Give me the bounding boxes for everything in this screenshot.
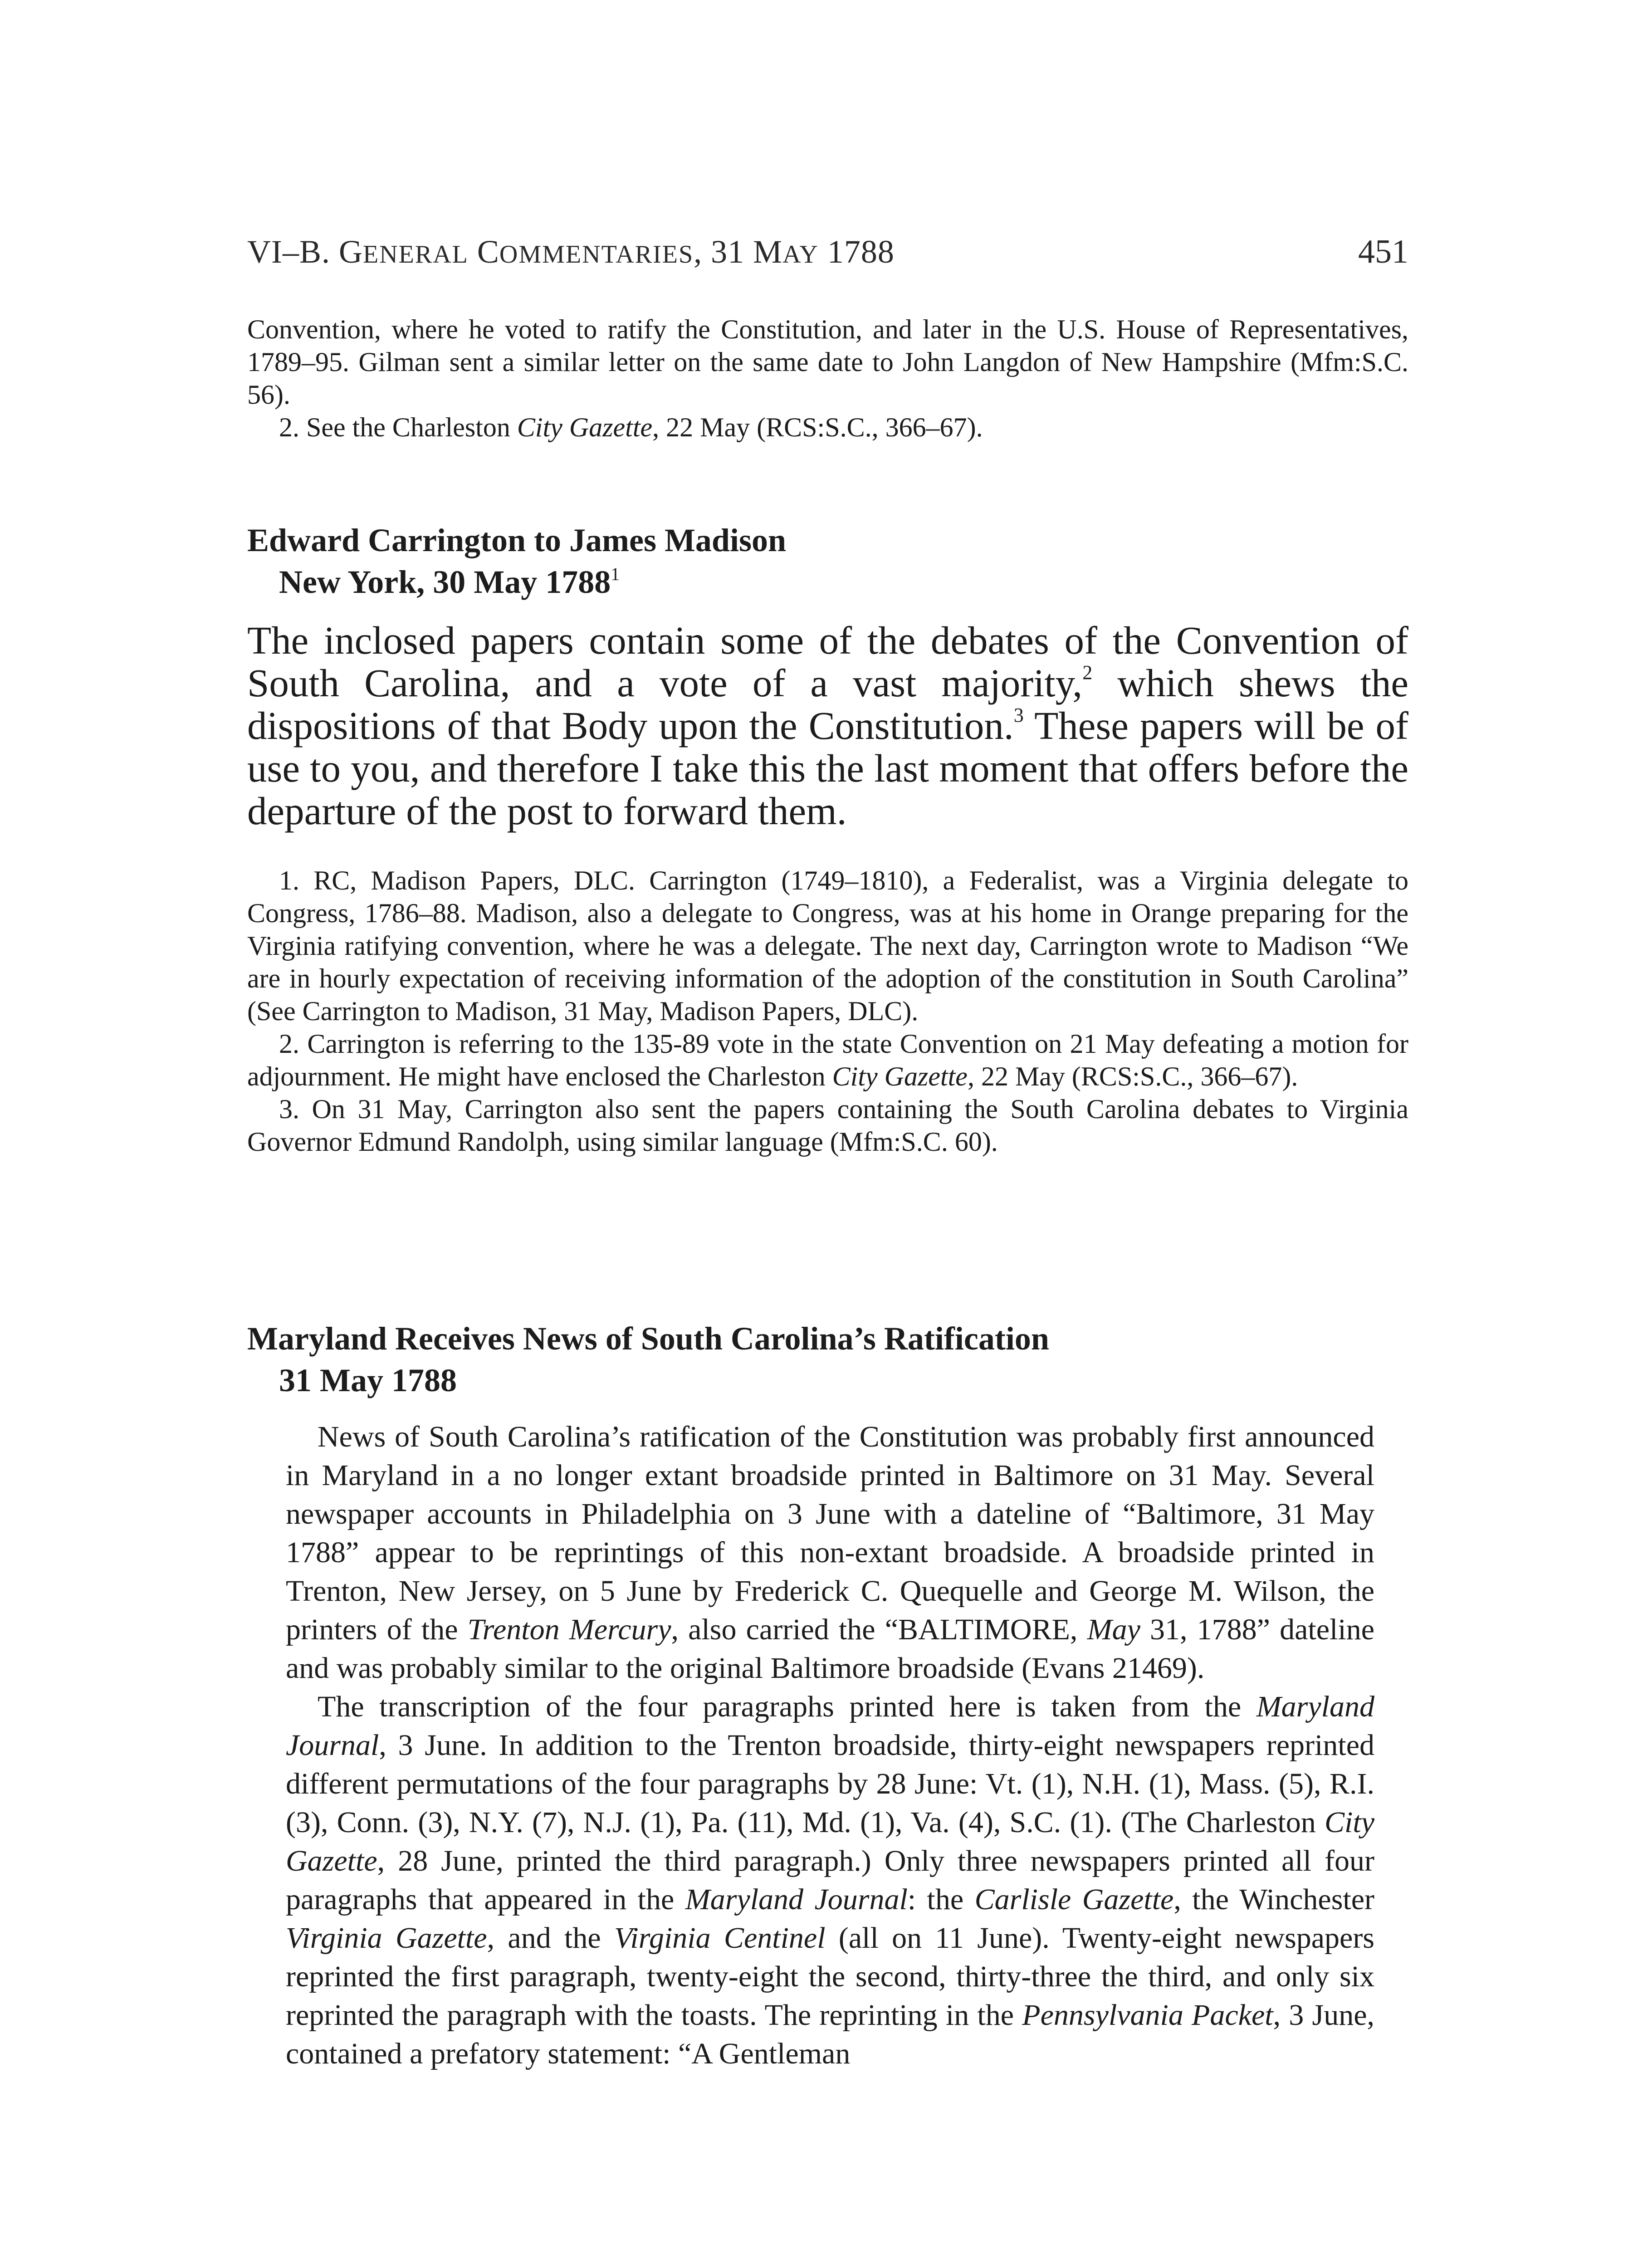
running-head-smallcaps-1: ENERAL bbox=[363, 240, 469, 269]
running-head-smallcaps-3: AY bbox=[782, 240, 819, 269]
intro-paragraph-2 bbox=[286, 1687, 1374, 2073]
section-heading-maryland bbox=[247, 1318, 1408, 1401]
running-head-year: 1788 bbox=[818, 234, 895, 270]
intro-p1-text-b: , also carried the “BALTIMORE, bbox=[671, 1613, 1087, 1646]
footnote-3: 3. On 31 May, Carrington also sent the papers containing the South Carolina debates to Virginia Governor Edmund Randolph, using similar language (Mfm:S.C. 60). bbox=[247, 1094, 1408, 1157]
section-heading-dateline: New York, 30 May 1788 bbox=[279, 564, 611, 600]
heading-footnote-ref: 1 bbox=[611, 564, 620, 584]
letter-text-a: The inclosed papers contain some of the debates of the Convention of South Carolina, and a vote of a vast majority, bbox=[247, 618, 1408, 705]
intro-p1-italic-1: Trenton Mercury bbox=[467, 1613, 671, 1646]
footnote-ref-3: 3 bbox=[1013, 704, 1024, 726]
running-head-prefix: VI–B. G bbox=[247, 234, 363, 270]
running-head-smallcaps-2: OMMENTARIES bbox=[499, 240, 694, 269]
running-head-tail: , 31 M bbox=[694, 234, 783, 270]
intro-p2-text-b: , 3 June. In addition to the Trenton broadside, thirty-eight newspapers reprinted different permutations of the four paragraphs by 28 June: Vt. (1), N.H. (1), Mass. (5), R.I. (3), Conn. (3), N.Y. (7), N.J. (1), Pa. (11), Md. (1), Va. (4), S.C. (1). (The Charleston bbox=[286, 1729, 1374, 1839]
running-head-title bbox=[247, 227, 895, 279]
intro-p2-italic-6: Virginia Centinel bbox=[614, 1921, 826, 1955]
intro-p2-italic-3: Maryland Journal bbox=[685, 1883, 908, 1916]
letter-text-c: These papers will be of use to you, and therefore I take this the last moment that offers before the departure of the post to forward them. bbox=[247, 704, 1408, 833]
footnote-2-italic: City Gazette bbox=[517, 412, 653, 442]
footnote-2-carrington-text-a: 2. Carrington is referring to the 135-89 vote in the state Convention on 21 May defeating a motion for adjournment. He might have enclosed the Charleston bbox=[247, 1029, 1408, 1091]
footnote-ref-2: 2 bbox=[1082, 661, 1093, 684]
letter-text-b: which shews the dispositions of that Body upon the Constitution. bbox=[247, 661, 1409, 748]
intro-p2-text-e: , the Winchester bbox=[1173, 1883, 1375, 1916]
footnote-continued: Convention, where he voted to ratify the Constitution, and later in the U.S. House of Representatives, 1789–95. Gilman sent a similar letter on the same date to John Langdon of New Hampshire (Mfm:S.C. 56). bbox=[247, 314, 1408, 410]
section-heading-line-1: Edward Carrington to James Madison bbox=[247, 522, 787, 558]
intro-p2-italic-1: Maryland Journal bbox=[286, 1690, 1374, 1762]
letter-body bbox=[247, 619, 1408, 832]
editorial-introduction bbox=[286, 1418, 1374, 2073]
intro-p1-italic-2: May bbox=[1087, 1613, 1140, 1646]
intro-p2-italic-5: Virginia Gazette bbox=[286, 1921, 487, 1955]
intro-p2-italic-2: City Gazette bbox=[286, 1806, 1374, 1877]
intro-p2-text-h: , 3 June, contained a prefatory statement: “A Gentleman bbox=[286, 1999, 1375, 2070]
intro-p1-text-a: News of South Carolina’s ratification of the Constitution was probably first announced in Maryland in a no longer extant broadside printed in Baltimore on 31 May. Several newspaper accounts in Philadelphia on 3 June with a dateline of “Baltimore, 31 May 1788” appear to be reprintings of this non-extant broadside. A broadside printed in Trenton, New Jersey, on 5 June by Frederick C. Quequelle and George M. Wilson, the printers of the bbox=[286, 1420, 1374, 1646]
footnote-2-carrington-italic: City Gazette bbox=[832, 1061, 968, 1091]
footnote-2-carrington bbox=[247, 1027, 1408, 1093]
letter-paragraph bbox=[247, 619, 1408, 832]
top-footnotes bbox=[247, 313, 1408, 444]
intro-p1-text-c: 31, 1788” dateline and was probably similar to the original Baltimore broadside (Evans 21469). bbox=[286, 1613, 1374, 1685]
footnote-1: 1. RC, Madison Papers, DLC. Carrington (1749–1810), a Federalist, was a Virginia delegate to Congress, 1786–88. Madison, also a delegate to Congress, was at his home in Orange preparing for the Virginia ratifying convention, where he was a delegate. The next day, Carrington wrote to Madison “We are in hourly expectation of receiving information of the adoption of the constitution in South Carolina” (See Carrington to Madison, 31 May, Madison Papers, DLC). bbox=[247, 865, 1408, 1026]
intro-paragraph-1 bbox=[286, 1418, 1374, 1687]
footnote-2-carrington-text-b: , 22 May (RCS:S.C., 366–67). bbox=[967, 1061, 1298, 1091]
intro-p2-text-c: , 28 June, printed the third paragraph.) Only three newspapers printed all four paragraphs that appeared in the bbox=[286, 1844, 1374, 1916]
intro-p2-text-g: (all on 11 June). Twenty-eight newspapers reprinted the first paragraph, twenty-eight the second, thirty-three the third, and only six reprinted the paragraph with the toasts. The reprinting in the bbox=[286, 1921, 1374, 2032]
intro-p2-text-d: : the bbox=[907, 1883, 975, 1916]
intro-p2-italic-7: Pennsylvania Packet bbox=[1022, 1999, 1273, 2032]
running-head bbox=[247, 227, 1408, 277]
footnote-2 bbox=[247, 411, 1408, 444]
page-number: 451 bbox=[1358, 233, 1408, 270]
section2-heading-line-2: 31 May 1788 bbox=[279, 1362, 457, 1398]
section2-heading-line-1: Maryland Receives News of South Carolina’s Ratification bbox=[247, 1320, 1049, 1357]
footnote-2-text-b: , 22 May (RCS:S.C., 366–67). bbox=[652, 412, 983, 442]
section-heading-carrington bbox=[247, 519, 1408, 603]
carrington-footnotes bbox=[247, 864, 1408, 1158]
intro-p2-text-f: , and the bbox=[487, 1921, 614, 1955]
footnote-2-text-a: 2. See the Charleston bbox=[279, 412, 517, 442]
running-head-mid: C bbox=[468, 234, 499, 270]
section-heading-line-2 bbox=[279, 561, 1408, 603]
intro-p2-italic-4: Carlisle Gazette bbox=[974, 1883, 1174, 1916]
intro-p2-text-a: The transcription of the four paragraphs printed here is taken from the bbox=[318, 1690, 1257, 1723]
